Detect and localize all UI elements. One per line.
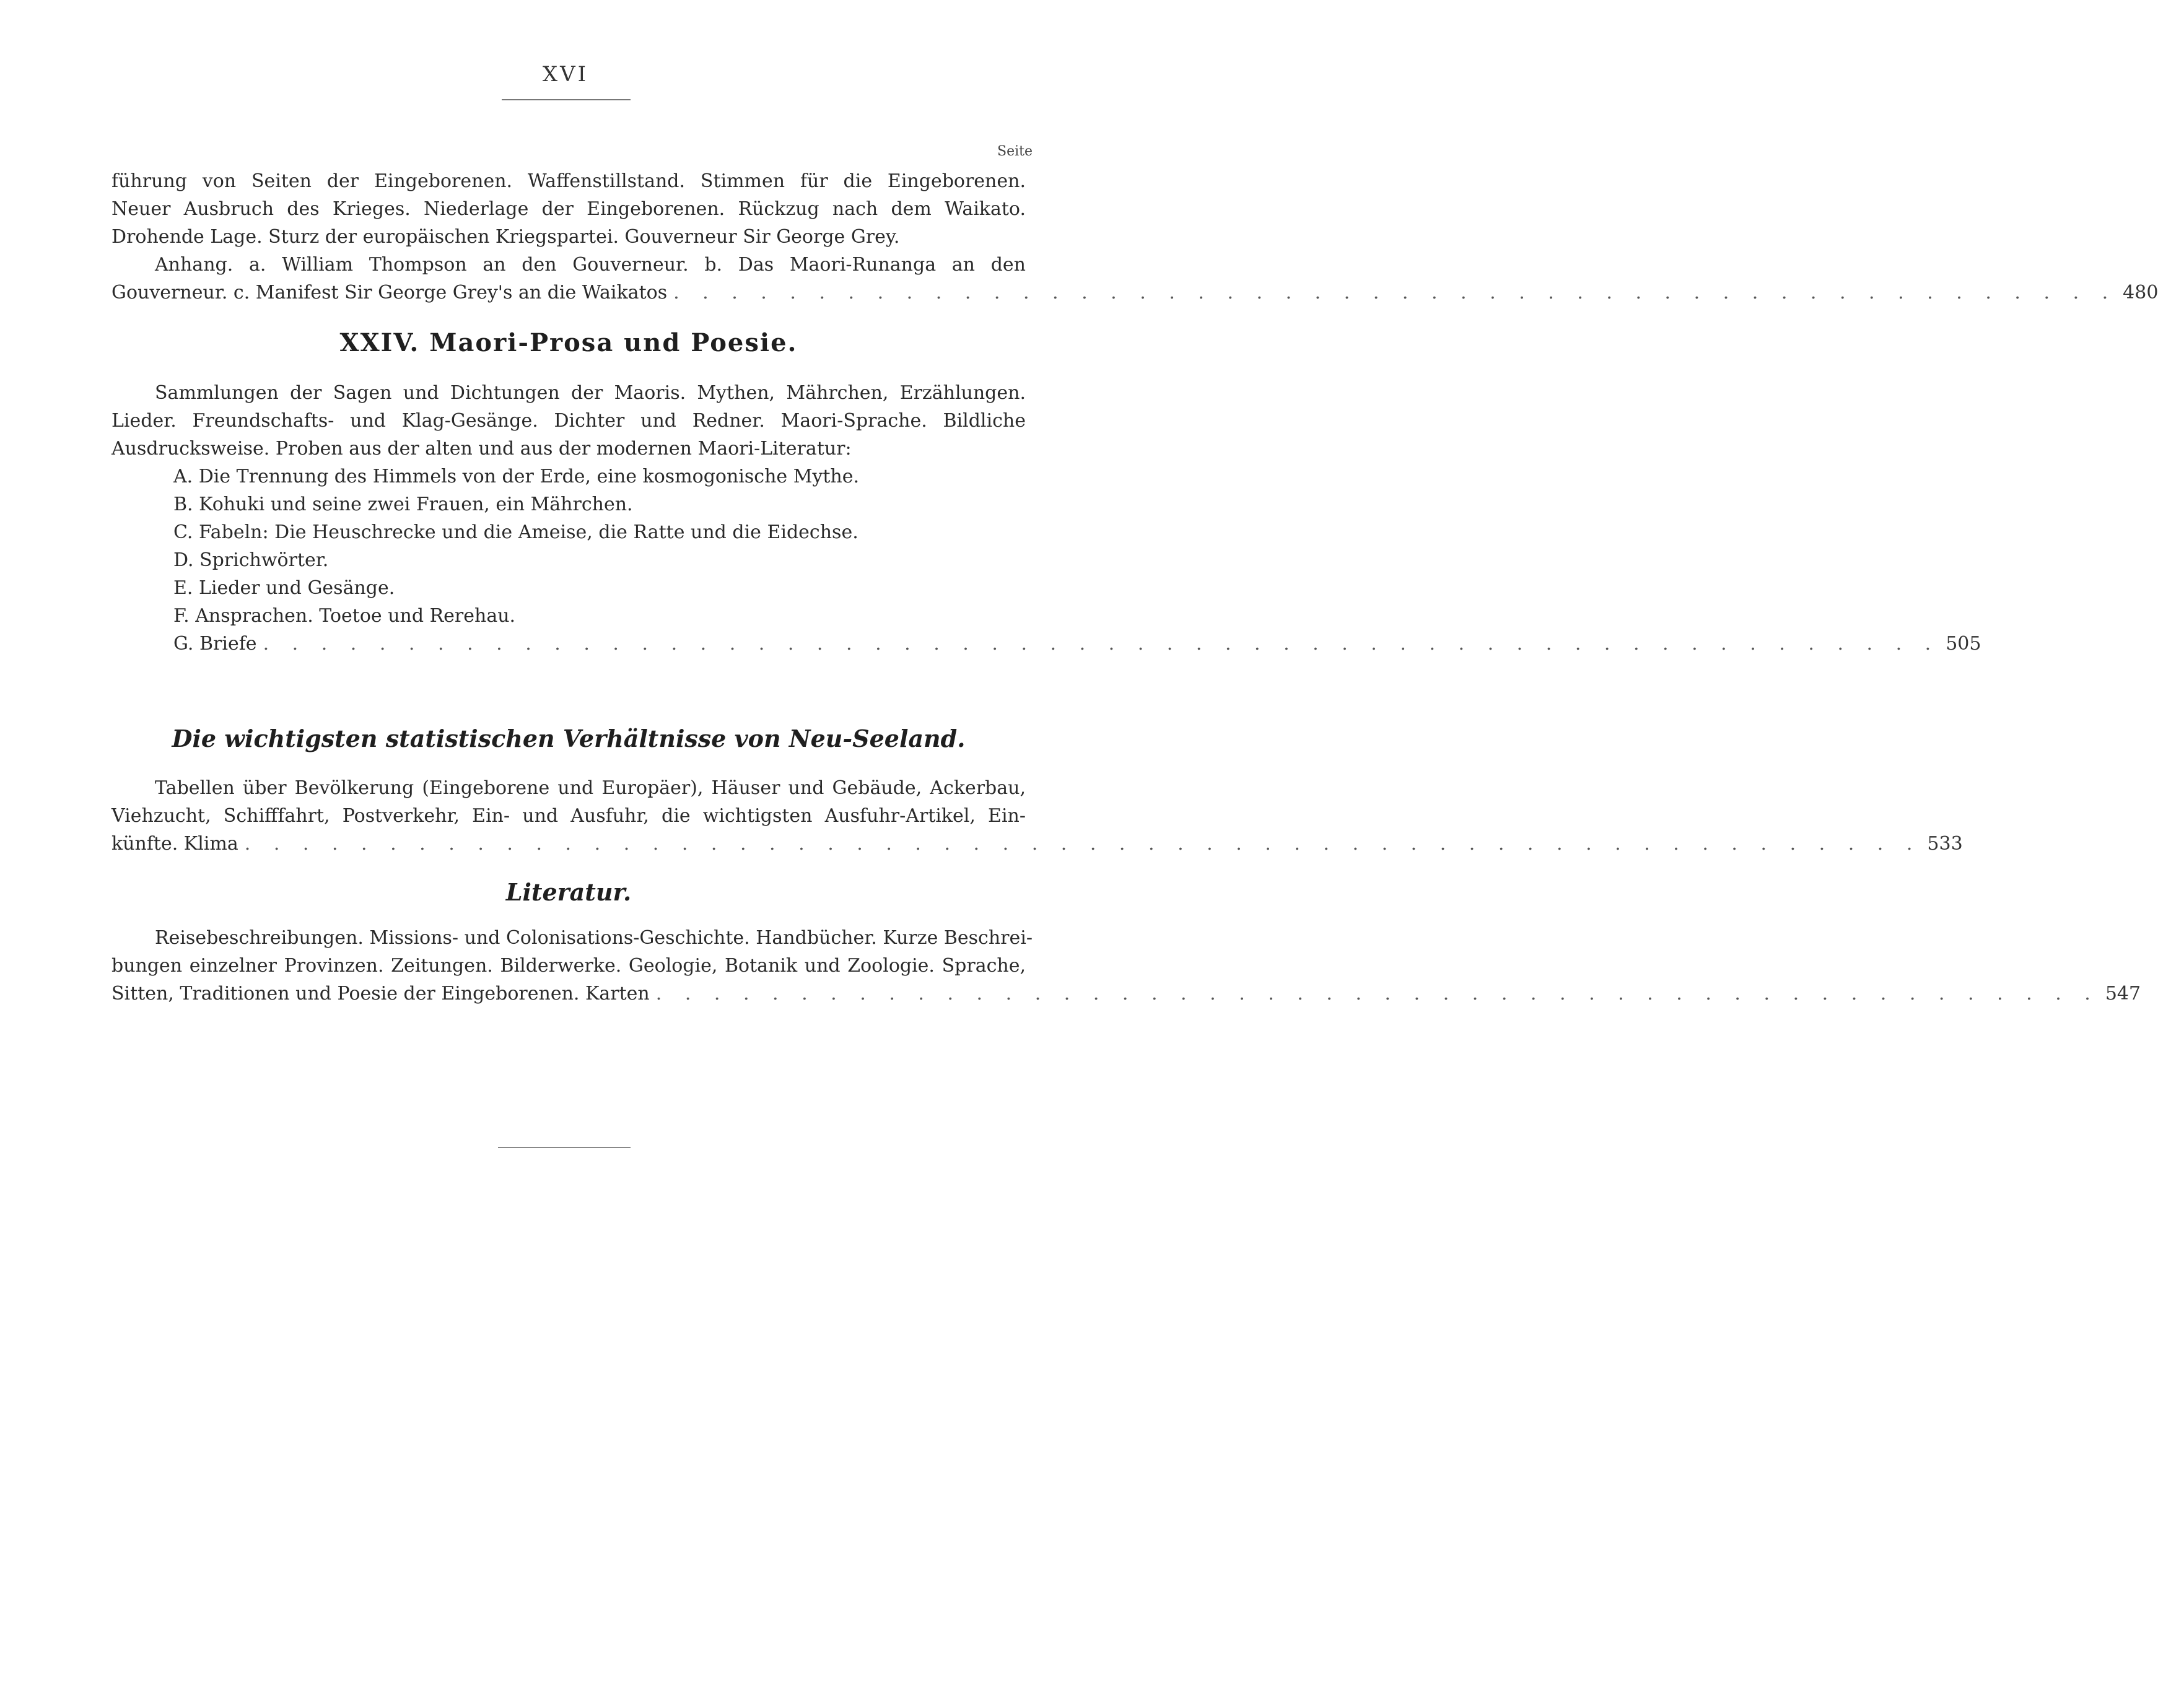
dot-leader: . . . . . . . . . . . . . . . . . . . . . . . . . . . . . . . . . . . . . . . . . . . . . . . . . . xyxy=(673,282,2117,303)
entry-line: Reisebeschreibungen. Missions- und Colonisations-Geschichte. Handbücher. Kurze Beschrei- xyxy=(155,927,1033,949)
section-statistics xyxy=(111,774,1963,858)
page-ref: 533 xyxy=(1927,833,1963,855)
entry-line: Tabellen über Bevölkerung (Eingeborene und Europäer), Häuser und Gebäude, Ackerbau, xyxy=(155,777,1026,799)
entry-line: Drohende Lage. Sturz der europäischen Kriegspartei. Gouverneur Sir George Grey. xyxy=(111,226,900,248)
entry-line: Sammlungen der Sagen und Dichtungen der Maoris. Mythen, Mährchen, Erzählungen. xyxy=(155,382,1026,404)
top-divider xyxy=(502,99,631,100)
dot-leader: . . . . . . . . . . . . . . . . . . . . . . . . . . . . . . . . . . . . . . . . . . . . . . . . . . xyxy=(655,983,2099,1004)
page-number: XVI xyxy=(542,62,589,87)
list-item: F. Ansprachen. Toetoe und Rerehau. xyxy=(173,605,516,627)
entry-line: Anhang. a. William Thompson an den Gouverneur. b. Das Maori-Runanga an den xyxy=(155,254,1026,276)
toc-row-text: Gouverneur. c. Manifest Sir George Grey's an die Waikatos xyxy=(111,282,668,303)
dot-leader: . . . . . . . . . . . . . . . . . . . . . . . . . . . . . . . . . . . . . . . . . . . . . . . . . . . . . . . . . . xyxy=(244,833,1921,855)
list-item: A. Die Trennung des Himmels von der Erde, eine kosmogonische Mythe. xyxy=(173,466,860,487)
page-ref: 480 xyxy=(2123,282,2158,303)
section-heading-literature: Literatur. xyxy=(505,878,632,906)
list-item: E. Lieder und Gesänge. xyxy=(173,577,395,599)
entry-line: Ausdrucksweise. Proben aus der alten und aus der modernen Maori-Literatur: xyxy=(111,438,852,460)
list-item: B. Kohuki und seine zwei Frauen, ein Mährchen. xyxy=(173,494,633,515)
page-ref: 547 xyxy=(2105,983,2141,1004)
page-ref: 505 xyxy=(1946,633,1981,655)
dot-leader: . . . . . . . . . . . . . . . . . . . . . . . . . . . . . . . . . . . . . . . . . . . . . . . . . . . . . . . . . . xyxy=(263,633,1940,655)
toc-row[interactable] xyxy=(111,630,1981,658)
section-xxiv xyxy=(111,379,1981,658)
toc-row-text: G. Briefe xyxy=(173,633,257,655)
entry-line: Neuer Ausbruch des Krieges. Niederlage der Eingeborenen. Rückzug nach dem Waikato. xyxy=(111,198,1026,220)
toc-row[interactable] xyxy=(111,830,1963,858)
section-heading-xxiv: XXIV. Maori-Prosa und Poesie. xyxy=(339,328,798,357)
section-heading-statistics: Die wichtigsten statistischen Verhältnisse von Neu-Seeland. xyxy=(172,725,966,752)
bottom-divider xyxy=(498,1147,631,1148)
seite-label: Seite xyxy=(997,144,1033,159)
entry-line: führung von Seiten der Eingeborenen. Waffenstillstand. Stimmen für die Eingeborenen. xyxy=(111,170,1026,192)
list-item: C. Fabeln: Die Heuschrecke und die Ameise, die Ratte und die Eidechse. xyxy=(173,521,858,543)
section-literature xyxy=(111,924,2141,1008)
entry-line: Lieder. Freundschafts- und Klag-Gesänge. Dichter und Redner. Maori-Sprache. Bildliche xyxy=(111,410,1026,432)
toc-row[interactable] xyxy=(111,279,2158,307)
toc-row-text: künfte. Klima xyxy=(111,833,238,855)
toc-row-text: Sitten, Traditionen und Poesie der Eingeborenen. Karten xyxy=(111,983,650,1004)
entry-line: bungen einzelner Provinzen. Zeitungen. Bilderwerke. Geologie, Botanik und Zoologie. Sprache, xyxy=(111,955,1026,977)
list-item: D. Sprichwörter. xyxy=(173,549,329,571)
toc-row[interactable] xyxy=(111,980,2141,1008)
entry-line: Viehzucht, Schifffahrt, Postverkehr, Ein- und Ausfuhr, die wichtigsten Ausfuhr-Artikel, Ein- xyxy=(111,805,1026,827)
section-continued xyxy=(111,167,2158,307)
